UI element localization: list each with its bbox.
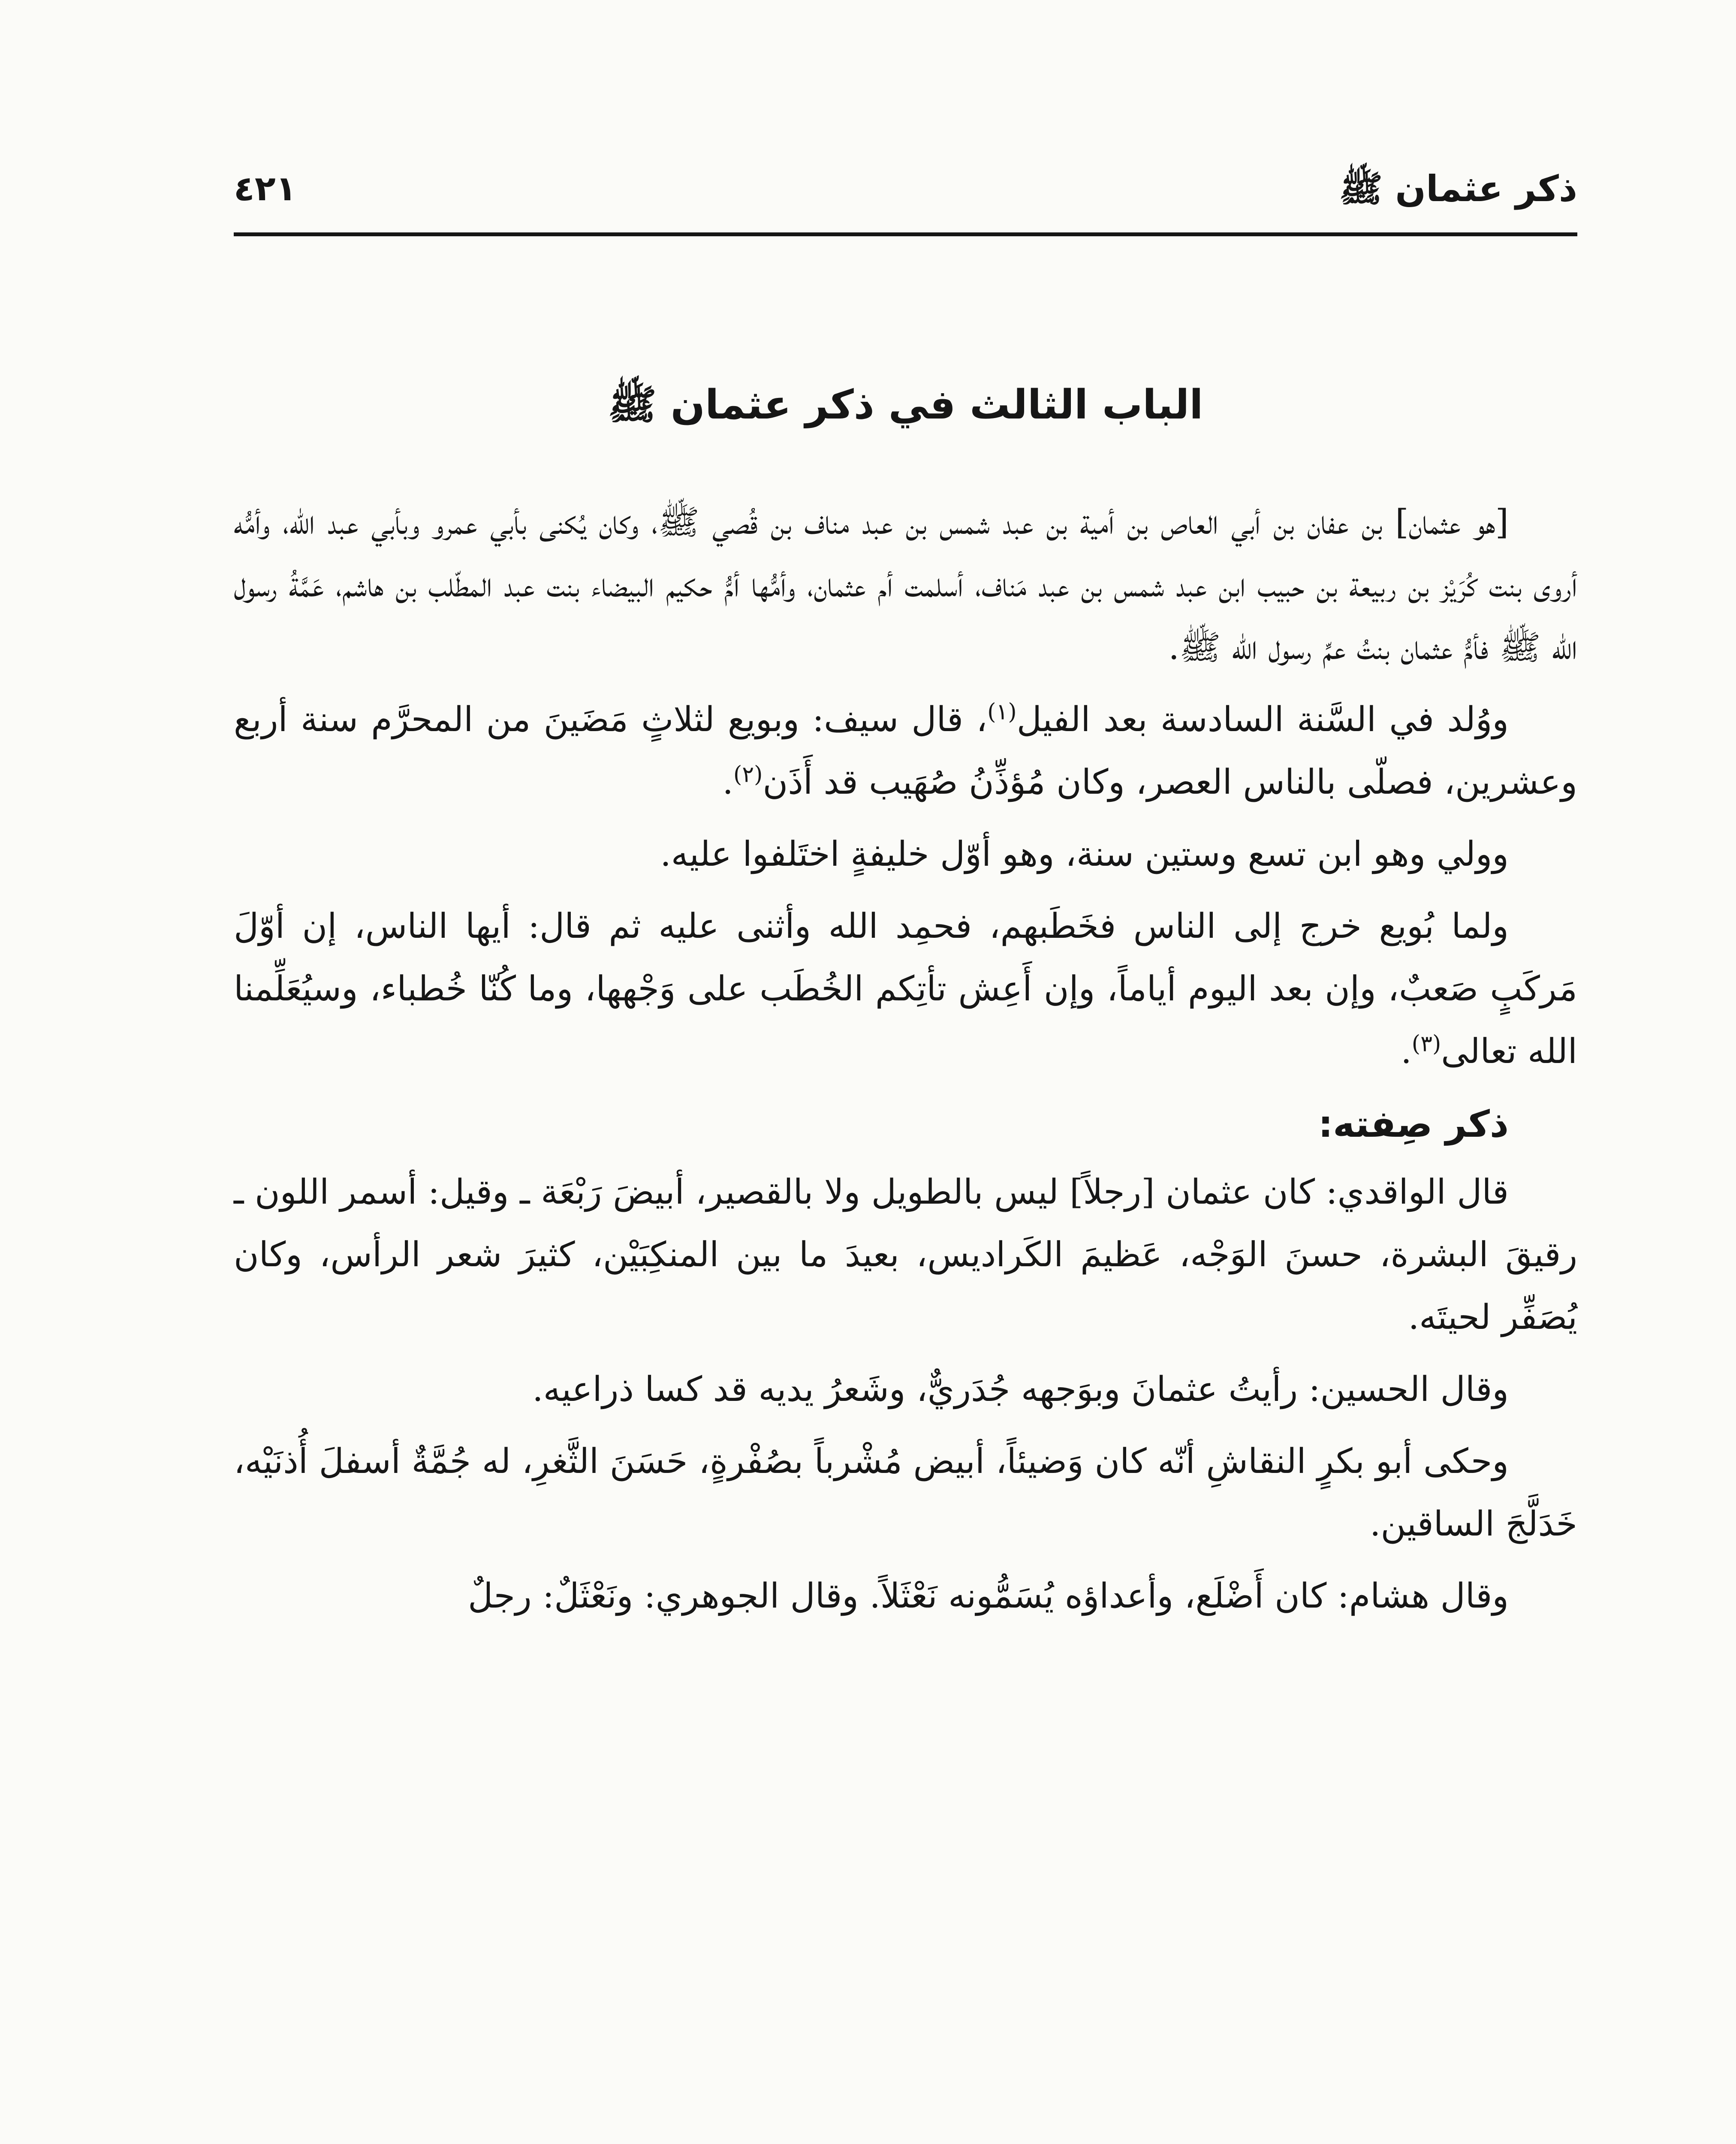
paragraph-rule: وولي وهو ابن تسع وستين سنة، وهو أوّل خليفةٍ اختَلفوا عليه. <box>660 834 1509 874</box>
section-heading: ذكر صِفته: <box>1318 1103 1509 1146</box>
paragraph-text: ووُلد في السَّنة السادسة بعد الفيل <box>1016 699 1509 739</box>
running-title: ذكر عثمان ﷺ <box>1339 168 1577 210</box>
page-header <box>234 137 1577 236</box>
paragraph-lineage: [هو عثمان] بن عفان بن أبي العاص بن أمية بن عبد شمس بن عبد مناف بن قُصي ﷺ، وكان يُكنى بأبي عمرو وبأبي عبد الله، وأمُّه أروى بنت كُرَيْز بن ربيعة بن حبيب ابن عبد شمس بن عبد مَناف، أسلمت أم عثمان، وأمُّها أمُّ حكيم البيضاء بنت عبد المطّلب بن هاشم، عَمَّةُ رسول الله ﷺ فأمُّ عثمان بنتُ عمِّ رسول الله ﷺ. <box>234 502 1577 667</box>
header-rule <box>234 232 1577 236</box>
footnote-ref-1: (١) <box>987 699 1017 725</box>
paragraph-text: ، قال سيف: وبويع لثلاثٍ مَضَينَ من المحرَّم سنة أربع وعشرين، فصلّى بالناس العصر، وكان مُؤذِّنُ صُهَيب قد أَذَن <box>234 699 1577 802</box>
paragraph-birth <box>234 688 1577 813</box>
paragraph-description: وقال هشام: كان أَضْلَع، وأعداؤه يُسَمُّونه نَعْثَلاً. وقال الجوهري: ونَعْثَلٌ: رجلٌ <box>468 1576 1509 1616</box>
footnote-ref-3: (٣) <box>1411 1031 1441 1057</box>
paragraph-sermon <box>234 895 1577 1083</box>
paragraph-description: وقال الحسين: رأيتُ عثمانَ وبوَجهه جُدَريٌّ، وشَعرُ يديه قد كسا ذراعيه. <box>532 1369 1509 1409</box>
paragraph-text: . <box>722 762 733 802</box>
paragraph-text: ولما بُويع خرج إلى الناس فخَطَبهم، فحمِد الله وأثنى عليه ثم قال: أيها الناس، إن أوّلَ مَركَبٍ صَعبٌ، وإن بعد اليوم أياماً، وإن أَعِش تأتِكم الخُطَب على وَجْهها، وما كُنّا خُطباء، وسيُعَلِّمنا الله تعالى <box>234 906 1577 1071</box>
main-text <box>234 491 1577 1637</box>
paragraph-text: . <box>1401 1031 1412 1071</box>
chapter-title: الباب الثالث في ذكر عثمان ﷺ <box>608 382 1203 428</box>
page-number: ٤٢١ <box>234 169 297 208</box>
paragraph-description: قال الواقدي: كان عثمان [رجلاً] ليس بالطويل ولا بالقصير، أبيضَ رَبْعَة ـ وقيل: أسمر اللون ـ رقيقَ البشرة، حسنَ الوَجْه، عَظيمَ الكَراديس، بعيدَ ما بين المنكِبَيْن، كثيرَ شعر الرأس، وكان يُصَفِّر لحيتَه. <box>234 1172 1577 1337</box>
paragraph-description: وحكى أبو بكرٍ النقاشِ أنّه كان وَضيئاً، أبيض مُشْرباً بصُفْرةٍ، حَسَنَ الثَّغرِ، له جُمَّةٌ أسفلَ أُذنَيْه، خَدَلَّجَ الساقين. <box>234 1441 1577 1544</box>
footnote-ref-2: (٢) <box>733 762 763 788</box>
